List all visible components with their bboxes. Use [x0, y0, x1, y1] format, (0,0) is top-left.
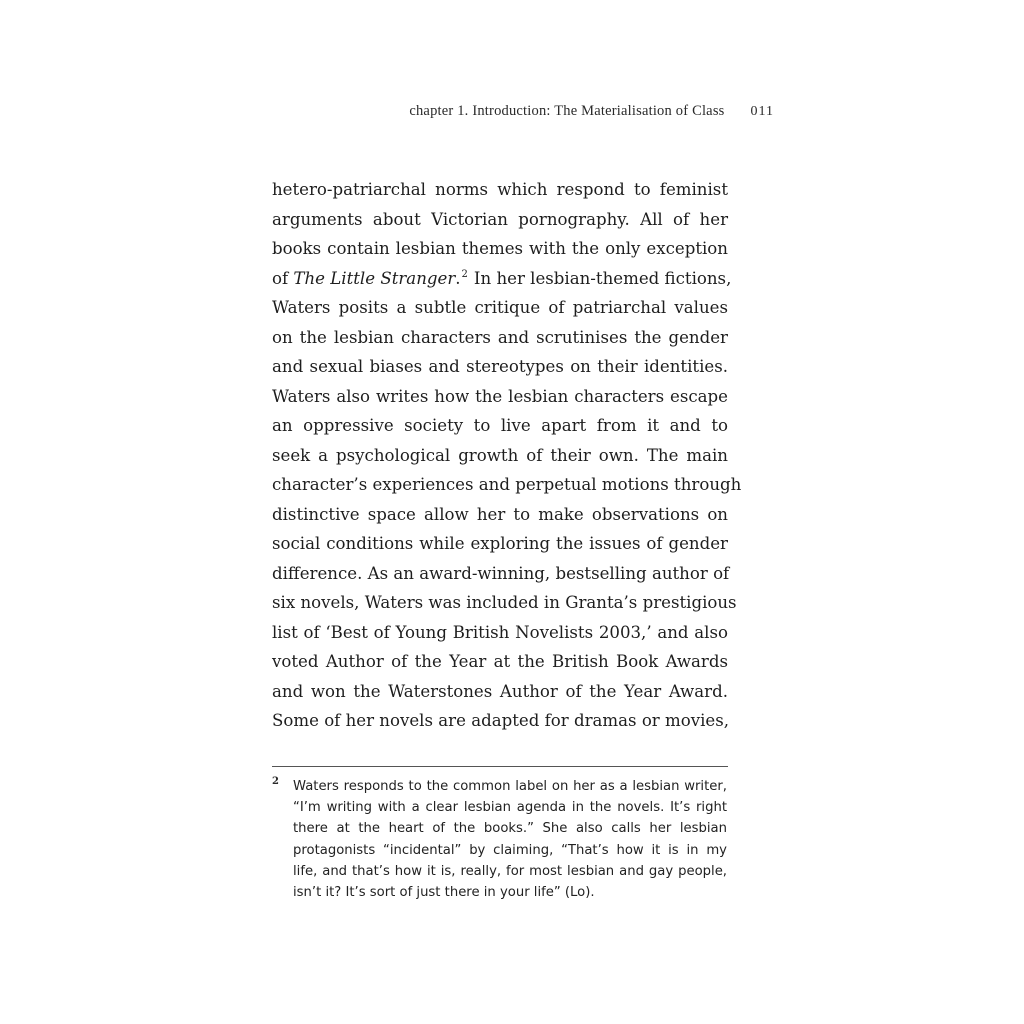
- body-line: six novels, Waters was included in Granta’s prestigious: [272, 593, 737, 612]
- footnote-line: “I’m writing with a clear lesbian agenda in the novels. It’s right: [293, 800, 727, 816]
- footnote-separator: [272, 766, 728, 767]
- body-line: character’s experiences and perpetual motions through: [272, 475, 742, 494]
- body-line: distinctive space allow her to make observations on: [272, 504, 728, 524]
- body-line: Waters posits a subtle critique of patriarchal values: [272, 298, 728, 317]
- running-head: [272, 103, 774, 120]
- body-line: books contain lesbian themes with the only exception: [272, 239, 728, 258]
- body-line: on the lesbian characters and scrutinises the gender: [272, 327, 728, 347]
- body-line: difference. As an award-winning, bestselling author of: [272, 563, 730, 583]
- body-line: Some of her novels are adapted for dramas or movies,: [272, 711, 730, 730]
- footnote-line: life, and that’s how it is, really, for most lesbian and gay people,: [293, 863, 727, 879]
- footnote-reference[interactable]: 2: [461, 268, 468, 280]
- book-title: The Little Stranger: [293, 268, 456, 288]
- body-line: and won the Waterstones Author of the Year Award.: [272, 681, 728, 701]
- footnote: [293, 776, 727, 903]
- body-line: voted Author of the Year at the British Book Awards: [272, 652, 728, 671]
- body-line-end: In her lesbian-themed fictions,: [473, 268, 732, 288]
- running-head-title: chapter 1. Introduction: The Materialisation of Class: [409, 103, 725, 119]
- footnote-line: isn’t it? It’s sort of just there in your life” (Lo).: [293, 884, 595, 900]
- body-line: social conditions while exploring the issues of gender: [272, 534, 728, 553]
- body-line: seek a psychological growth of their own. The main: [272, 445, 728, 465]
- body-line-start: of: [272, 268, 294, 288]
- body-line: and sexual biases and stereotypes on their identities.: [272, 357, 728, 376]
- footnote-line: Waters responds to the common label on her as a lesbian writer,: [293, 779, 727, 794]
- body-line: an oppressive society to live apart from it and to: [272, 416, 728, 435]
- title-period: .: [455, 268, 461, 288]
- body-line: [272, 264, 732, 294]
- body-line: hetero-patriarchal norms which respond to feminist: [272, 180, 728, 199]
- footnote-line: protagonists “incidental” by claiming, “That’s how it is in my: [293, 842, 727, 858]
- body-line: list of ‘Best of Young British Novelists 2003,’ and also: [272, 622, 728, 642]
- body-line: Waters also writes how the lesbian characters escape: [272, 386, 728, 406]
- body-text: [272, 175, 742, 736]
- footnote-marker: 2: [272, 776, 279, 787]
- body-line: arguments about Victorian pornography. All of her: [272, 209, 728, 229]
- page-number: 011: [750, 104, 774, 119]
- footnote-line: there at the heart of the books.” She also calls her lesbian: [293, 821, 727, 837]
